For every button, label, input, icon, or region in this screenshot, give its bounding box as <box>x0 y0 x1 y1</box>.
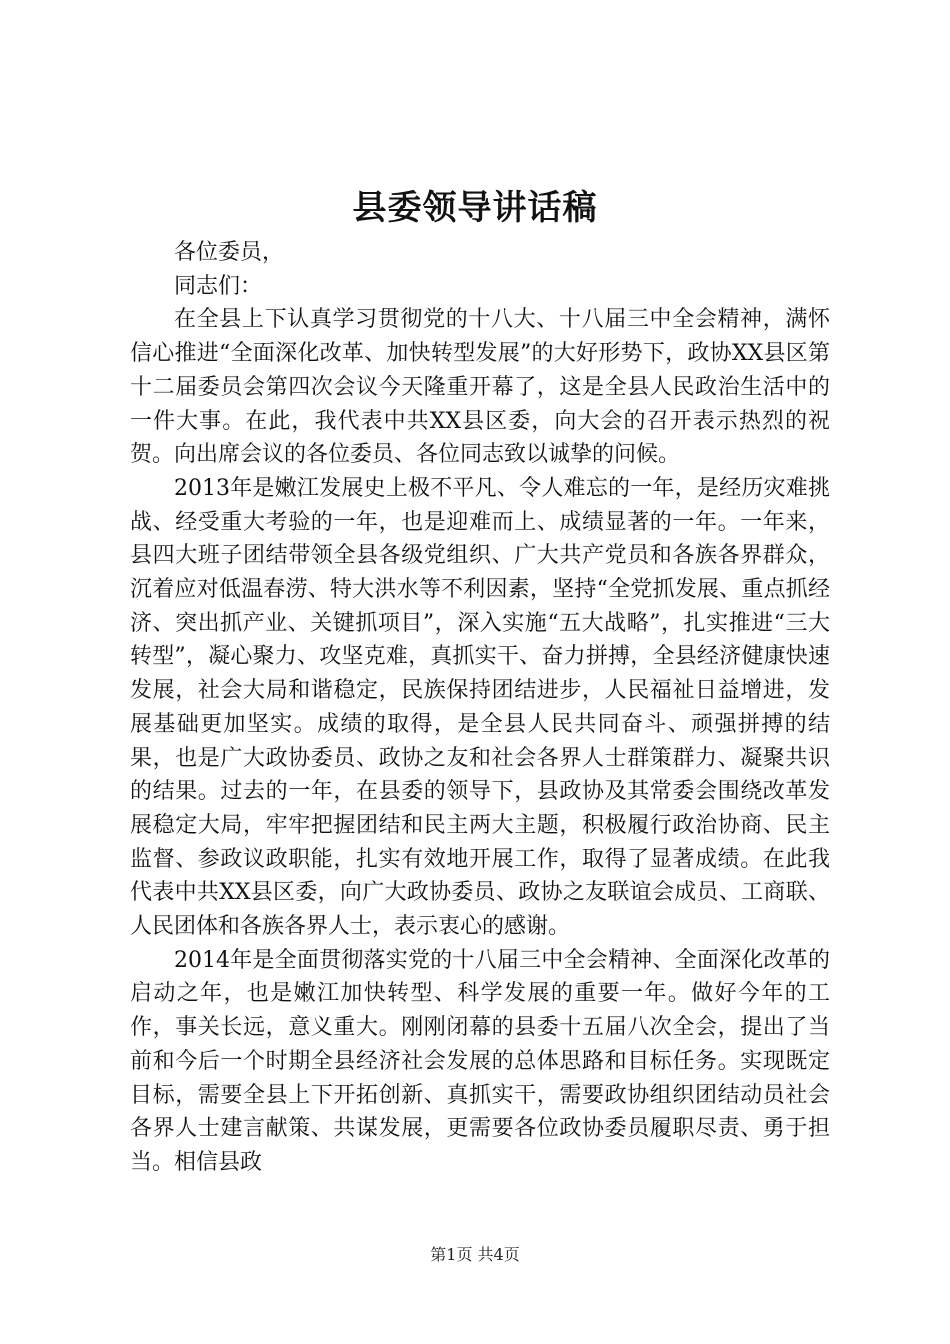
document-title: 县委领导讲话稿 <box>352 188 598 228</box>
body-paragraph: 2014年是全面贯彻落实党的十八届三中全会精神、全面深化改革的启动之年，也是嫩江加快转型、科学发展的重要一年。做好今年的工作，事关长远，意义重大。刚刚闭幕的县委十五届八次全会，提出了当前和今后一个时期全县经济社会发展的总体思路和目标任务。实现既定目标，需要全县上下开拓创新、真抓实干，需要政协组织团结动员社会各界人士建言献策、共谋发展，更需要各位政协委员履职尽责、勇于担当。相信县政 <box>130 947 830 1175</box>
salutation-line: 各位委员， <box>174 240 285 265</box>
body-paragraph: 2013年是嫩江发展史上极不平凡、令人难忘的一年，是经历灾难挑战、经受重大考验的一年，也是迎难而上、成绩显著的一年。一年来，县四大班子团结带领全县各级党组织、广大共产党员和各族各界群众，沉着应对低温春涝、特大洪水等不利因素，坚持“全党抓发展、重点抓经济、突出抓产业、关键抓项目”，深入实施“五大战略”，扎实推进“三大转型”，凝心聚力、攻坚克难，真抓实干、奋力拼搏，全县经济健康快速发展，社会大局和谐稳定，民族保持团结进步，人民福祉日益增进，发展基础更加坚实。成绩的取得，是全县人民共同奋斗、顽强拼搏的结果，也是广大政协委员、政协之友和社会各界人士群策群力、凝聚共识的结果。过去的一年，在县委的领导下，县政协及其常委会围绕改革发展稳定大局，牢牢把握团结和民主两大主题，积极履行政治协商、民主监督、参政议政职能，扎实有效地开展工作，取得了显著成绩。在此我代表中共XX县区委，向广大政协委员、政协之友联谊会成员、工商联、人民团体和各族各界人士，表示衷心的感谢。 <box>130 475 830 940</box>
page-number-footer: 第1页 共4页 <box>430 1245 520 1264</box>
salutation-line: 同志们： <box>174 273 263 299</box>
body-paragraph: 在全县上下认真学习贯彻党的十八大、十八届三中全会精神，满怀信心推进“全面深化改革、加快转型发展”的大好形势下，政协XX县区第十二届委员会第四次会议今天隆重开幕了，这是全县人民政治生活中的一件大事。在此，我代表中共XX县区委，向大会的召开表示热烈的祝贺。向出席会议的各位委员、各位同志致以诚挚的问候。 <box>130 307 830 468</box>
document-body <box>130 236 830 1180</box>
